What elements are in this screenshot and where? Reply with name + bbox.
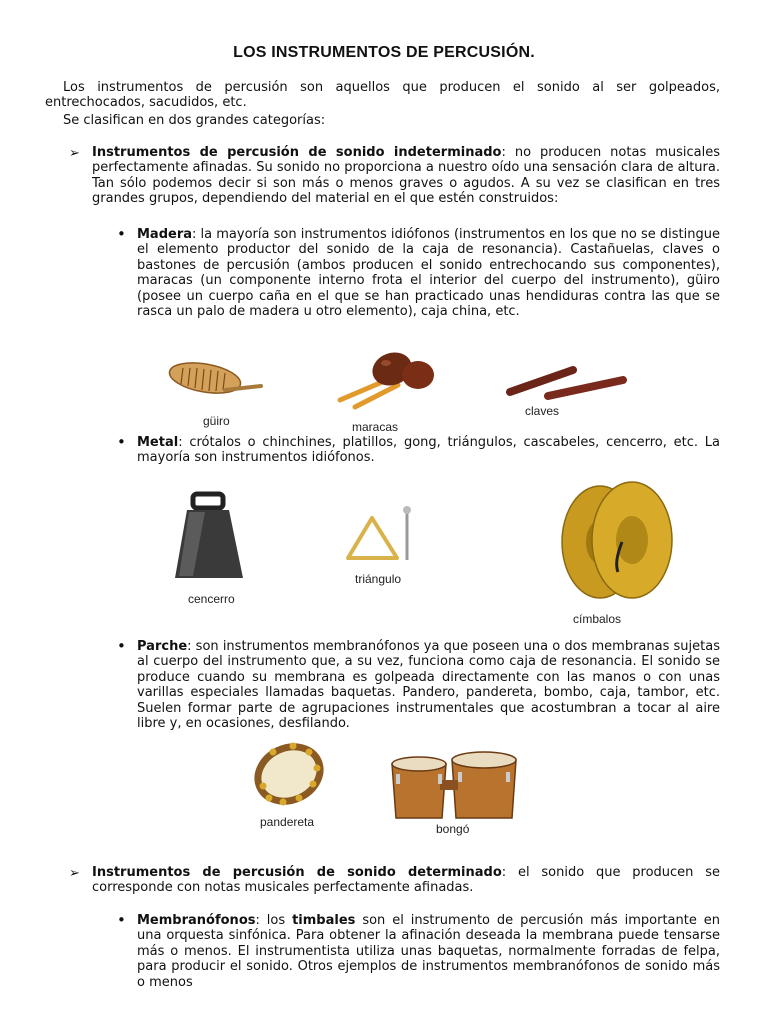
intro-classification: Se clasifican en dos grandes categorías: xyxy=(63,113,326,128)
category-text: : el sonido que producen se corresponde con notas musicales perfectamente afinadas. xyxy=(92,865,720,896)
metal-text: : crótalos o chinchines, platillos, gong, triángulos, cascabeles, cencerro, etc. La mayoría son instrumentos idiófonos. xyxy=(137,435,720,466)
metal-label: Metal xyxy=(137,435,179,450)
timbales-term: timbales xyxy=(292,913,356,928)
category-heading: Instrumentos de percusión de sonido determinado xyxy=(92,865,502,880)
claves-image xyxy=(498,352,633,422)
bullet-icon: • xyxy=(117,911,126,929)
madera-paragraph xyxy=(137,227,720,319)
bullet-icon: • xyxy=(117,225,126,243)
cimbalos-caption: címbalos xyxy=(573,612,622,626)
arrow-bullet-icon: ➢ xyxy=(69,866,80,881)
membranofonos-paragraph xyxy=(137,913,720,990)
guiro-caption: güiro xyxy=(203,414,230,428)
bullet-icon: • xyxy=(117,637,126,655)
triangulo-caption: triángulo xyxy=(355,572,402,586)
cimbalos-image xyxy=(552,472,680,632)
category-determinate xyxy=(92,865,720,896)
maracas-caption: maracas xyxy=(352,420,399,434)
parche-text: : son instrumentos membranófonos ya que poseen una o dos membranas sujetas al cuerpo del instrumento que, a su vez, funciona como caja de resonancia. El sonido se produce cuando su membrana es golpeada directamente con las manos o con unas varillas especiales llamadas baquetas. Pandero, pandereta, bombo, caja, tambor, etc. Suelen formar parte de agrupaciones instrumentales que acostumbran a tocar al aire libre y, en ocasiones, desfilando. xyxy=(137,639,720,732)
category-heading: Instrumentos de percusión de sonido indeterminado xyxy=(92,145,502,160)
bullet-icon: • xyxy=(117,433,126,451)
cencerro-caption: cencerro xyxy=(188,592,235,606)
membranofonos-text-continued: son el instrumento de percusión más importante en una orquesta sinfónica. Para obtener la afinación deseada la membrana puede tensarse más o menos. El instrumentista utiliza unas baquetas, normalmente forradas de felpa, para producir el sonido. Otros ejemplos de instrumentos membranófonos de sonido más o menos xyxy=(137,913,721,990)
pandereta-caption: pandereta xyxy=(260,815,315,829)
madera-text: : la mayoría son instrumentos idiófonos (instrumentos en los que no se distingue el elemento productor del sonido de la caja de resonancia). Castañuelas, claves o bastones de percusión (ambos producen el sonido entrechocando sus componentes), maracas (un componente interno frota el interior del cuerpo del instrumento), güiro (posee un cuerpo caña en el que se han practicado unas hendiduras contra las que se rasca un palo de madera u otro elemento), caja china, etc. xyxy=(137,227,720,320)
arrow-bullet-icon: ➢ xyxy=(69,146,80,161)
membranofonos-text: : los xyxy=(255,913,293,928)
page-title: LOS INSTRUMENTOS DE PERCUSIÓN. xyxy=(233,44,535,61)
membranofonos-label: Membranófonos xyxy=(137,913,256,928)
category-indeterminate xyxy=(92,145,720,207)
madera-label: Madera xyxy=(137,227,193,242)
intro-paragraph: Los instrumentos de percusión son aquellos que producen el sonido al ser golpeados, entrechocados, sacudidos, etc. xyxy=(45,80,720,111)
claves-caption: claves xyxy=(525,404,560,418)
bongo-caption: bongó xyxy=(436,822,470,836)
parche-label: Parche xyxy=(137,639,188,654)
category-text: : no producen notas musicales perfectamente afinadas. Su sonido no proporciona a nuestro oído una sensación clara de altura. Tan sólo podemos decir si son más o menos graves o agudos. A su vez se clasifican en tres grandes grupos, dependiendo del material en el que estén construidos: xyxy=(92,145,720,207)
parche-paragraph xyxy=(137,639,720,731)
metal-paragraph xyxy=(137,435,720,466)
